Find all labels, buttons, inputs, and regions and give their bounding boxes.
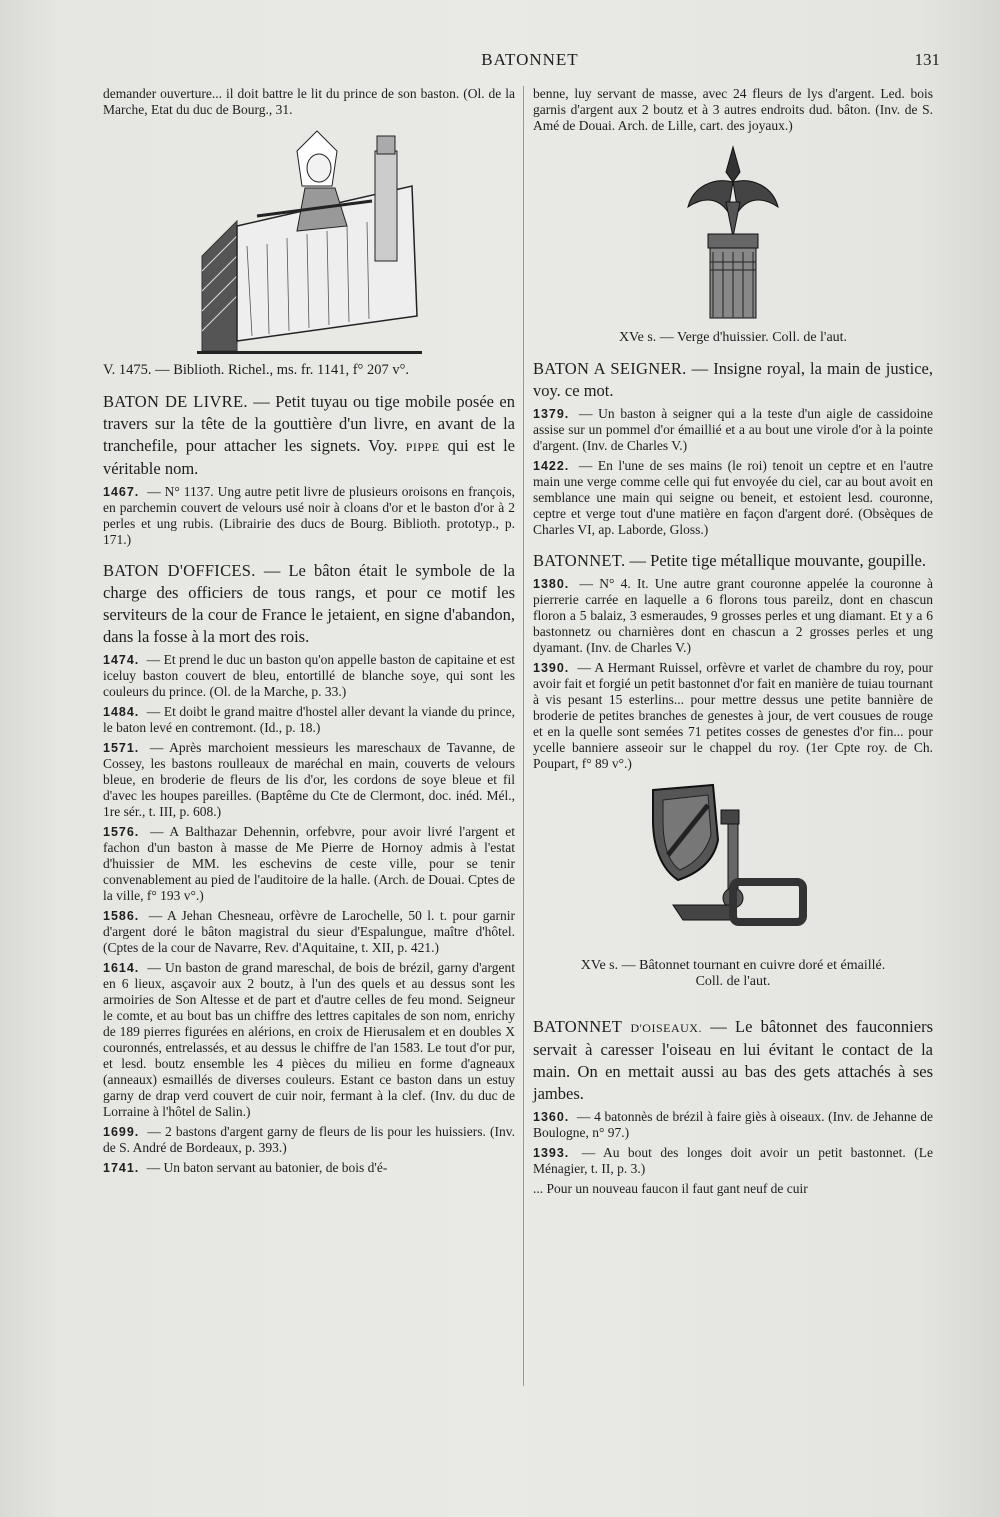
citation-year: 1699. (103, 1125, 140, 1139)
citation-text: — Un baton servant au batonier, de bois d'é- (143, 1160, 388, 1175)
citation-text: — Et doibt le grand maitre d'hostel aller devant la viande du prince, le baton levé en contremont. (Id., p. 18.) (103, 704, 515, 735)
continued-paragraph: benne, luy servant de masse, avec 24 fleurs de lys d'argent. Led. bois garnis d'argent aux 2 boutz et à 3 autres endroits dud. bâton. (Inv. de S. Amé de Douai. Arch. de Lille, cart. des joyaux.) (533, 86, 933, 133)
citation-year: 1614. (103, 961, 140, 975)
entry-baton-de-livre (103, 391, 515, 480)
citation-text: — A Balthazar Dehennin, orfebvre, pour avoir livré l'argent et fachon d'un baston à masse de Me Pierre de Hornoy admis à l'estat d'huissier de MM. les eschevins de ceste ville, pour se tenir convenablement au pied de l'auditoire de la halle. (Arch. de Douai. Cptes de la ville, f° 193 v°.) (103, 824, 515, 903)
entry-term: BATON D'OFFICES. (103, 561, 256, 580)
entry-definition: — Le bâtonnet des fauconniers servait à caresser l'oiseau en lui évitant le contact de la main. On en mettait aussi au bas des gets attachés à ses jambes. (533, 1017, 934, 1103)
entry-baton-a-seigner (533, 358, 933, 402)
citation-year: 1390. (533, 661, 570, 675)
figure-caption-line2: Coll. de l'aut. (695, 974, 771, 989)
citation (103, 824, 515, 904)
citation-year: 1571. (103, 741, 140, 755)
citation-text: — Au bout des longes doit avoir un petit bastonnet. (Le Ménagier, t. II, p. 3.) (533, 1145, 933, 1176)
citation (103, 652, 515, 700)
citation-year: 1380. (533, 577, 570, 591)
citation-year: 1422. (533, 459, 570, 473)
continued-paragraph: demander ouverture... il doit battre le lit du prince de son baston. (Ol. de la Marche, Etat du duc de Bourg., 31. (103, 86, 515, 117)
figure-caption: V. 1475. — Biblioth. Richel., ms. fr. 1141, f° 207 v°. (103, 362, 410, 378)
citation (533, 576, 933, 656)
batonnet-engraving (633, 780, 833, 950)
citation (103, 960, 515, 1120)
entry-definition: — Petite tige métallique mouvante, goupille. (625, 551, 926, 570)
entry-term-smallcaps: D'OISEAUX. (630, 1021, 702, 1035)
citation (103, 484, 515, 548)
citation-year: 1360. (533, 1110, 570, 1124)
entry-definition-end: qui est le véritable nom. (103, 436, 515, 478)
entry-term: BATON DE LIVRE. (103, 392, 248, 411)
citation (103, 740, 515, 820)
left-column (103, 86, 515, 1180)
citation (533, 660, 933, 772)
citation-text: — Un baston à seigner qui a la teste d'un aigle de cassidoine assise sur un pommel d'or émaillié et a au bout une virole d'or à la pointe d'argent. (Inv. de Charles V.) (533, 406, 933, 453)
entry-term: BATON A SEIGNER. (533, 359, 687, 378)
page-number: 131 (914, 50, 940, 69)
citation-text: — N° 4. It. Une autre grant couronne appelée la couronne à pierrerie carrée en laquelle a 6 florons tous pareilz, dont en chascun floron a 5 balaiz, 3 esmeraudes, 9 grosses perles et ung diamant. Et y a 6 bastonnetz ou charnières dont en chascun a 2 grosses perles et ung dyamant. (Inv. de Charles V.) (533, 576, 933, 655)
column-rule (523, 86, 524, 1386)
figure-caption-line1: XVe s. — Bâtonnet tournant en cuivre doré et émaillé. (580, 958, 886, 973)
citation-year: 1741. (103, 1161, 140, 1175)
citation-text: — En l'une de ses mains (le roi) tenoit un ceptre et en l'autre main une verge comme celle qui fut envoyée du ciel, car au bout avoit en semblance une main qui seigne ou beneit, et estoient lesd. couronne, ceptre et verge tout d'une matière en façon d'argent doré. (Obsèques de Charles VI, ap. Laborde, Gloss.) (533, 458, 933, 537)
citation-year: 1379. (533, 407, 570, 421)
entry-definition: — Le bâton était le symbole de la charge des officiers de tous rangs, et pour ce motif les serviteurs de la cour de France le jetaient, en signe d'abandon, dans la fosse à la mort des rois. (103, 561, 516, 646)
citation (533, 458, 933, 538)
citation-text: — A Hermant Ruissel, orfèvre et varlet de chambre du roy, pour avoir fait et forgié un petit bastonnet d'or fait en manière de tuiau tournant à vis pesant 15 esterlins... pour mettre dessus une petite bannière de broderie de petites branches de genestes à jour, de vert cousues de rouge et en la quelle sont semées 71 petites cosses de genestes d'or fin... pour ycelle banniere asseoir sur le chappel du roy. (1er Cpte roy. de Ch. Poupart, f° 89 v°.) (533, 660, 933, 771)
citation-text: — 4 batonnès de brézil à faire giès à oiseaux. (Inv. de Jehanne de Boulogne, n° 97.) (533, 1109, 933, 1140)
figure-caption: XVe s. — Verge d'huissier. Coll. de l'aut. (618, 330, 848, 345)
entry-definition: — Petit tuyau ou tige mobile posée en travers sur la tête de la gouttière d'un livre, en avant de la tranchefile, pour attacher les signets. Voy. (103, 392, 515, 455)
citation (533, 1109, 933, 1141)
citation (103, 908, 515, 956)
citation (103, 704, 515, 736)
citation (103, 1124, 515, 1156)
citation-text: — Et prend le duc un baston qu'on appelle baston de capitaine et est iceluy baston couvert de bleu, entortillé de blanche soye, qui sont les couleurs du prince. (Ol. de la Marche, p. 33.) (103, 652, 515, 699)
entry-batonnet-d-oiseaux (533, 1016, 933, 1105)
entry-batonnet (533, 550, 933, 572)
entry-baton-d-offices (103, 560, 515, 648)
citation-year: 1474. (103, 653, 140, 667)
entry-term: BATONNET (533, 1017, 623, 1036)
citation-text: — A Jehan Chesneau, orfèvre de Larochelle, 50 l. t. pour garnir d'argent doré le bâton magistral du sieur d'Espalungue, maître d'hôtel. (Cptes de la cour de Navarre, Rev. d'Aquitaine, t. XII, p. 421.) (103, 908, 515, 955)
citation-text: — Après marchoient messieurs les mareschaux de Tavanne, de Cossey, les bastons roulleaux de maréchal en main, couverts de velours bleue, en broderie de fleurs de lis d'or, les cordons de soye bleue et fil d'avec les houpes pareilles. (Baptême du Cte de Clermont, doc. inéd. Mél., 1re sér., t. III, p. 608.) (103, 740, 515, 819)
citation-text: — 2 bastons d'argent garny de fleurs de lis pour les huissiers. (Inv. de S. André de Bordeaux, p. 393.) (103, 1124, 515, 1155)
citation-year: 1484. (103, 705, 140, 719)
citation-year: 1393. (533, 1146, 570, 1160)
citation-continuation: ... Pour un nouveau faucon il faut gant neuf de cuir (533, 1181, 808, 1196)
citation (533, 406, 933, 454)
citation-year: 1467. (103, 485, 140, 499)
entry-definition: — Insigne royal, la main de justice, voy. ce mot. (533, 359, 933, 400)
entry-term: BATONNET. (533, 551, 626, 570)
cross-reference: PIPPE (405, 440, 440, 454)
citation-year: 1586. (103, 909, 140, 923)
citation-text: — N° 1137. Ung autre petit livre de plusieurs oroisons en françois, en parchemin couvert de velours usé noir à cloans d'or et le baston d'or à 2 perles et ung rubis. (Librairie des ducs de Bourg. Biblioth. prototyp., p. 171.) (103, 484, 515, 547)
citation (533, 1145, 933, 1177)
citation (103, 1160, 515, 1176)
right-column (533, 86, 933, 1201)
woman-in-bed-engraving (197, 126, 422, 354)
citation-year: 1576. (103, 825, 140, 839)
usher-staff-engraving (678, 142, 788, 322)
running-head: BATONNET (481, 50, 579, 69)
citation-text: — Un baston de grand mareschal, de bois de brézil, garny d'argent en 6 lieux, asçavoir aux 2 boutz, à l'un des quels et au dessus sont les armoiries de Son Altesse et de part et d'autre celles de feu mond. Seigneur le comte, et au bout bas un chiffre des lettres capitales de son nom, enrichy de 189 pierres figurées en alérions, en croix de Hierusalem et en doubles X couronnés, entrelassés, et au dessus le chiffre de l'an 1583. Le tout d'or pur, et lesd. boutz ensemble les 4 pièces du milieu en forme d'agneaux (anneaux) esmaillés de diverses couleurs. Estant ce baston dans un estuy garny de drap verd couvert de cuir noir, fermant à la clef. (Inv. du duc de Lorraine à l'hôtel de Salin.) (103, 960, 515, 1119)
